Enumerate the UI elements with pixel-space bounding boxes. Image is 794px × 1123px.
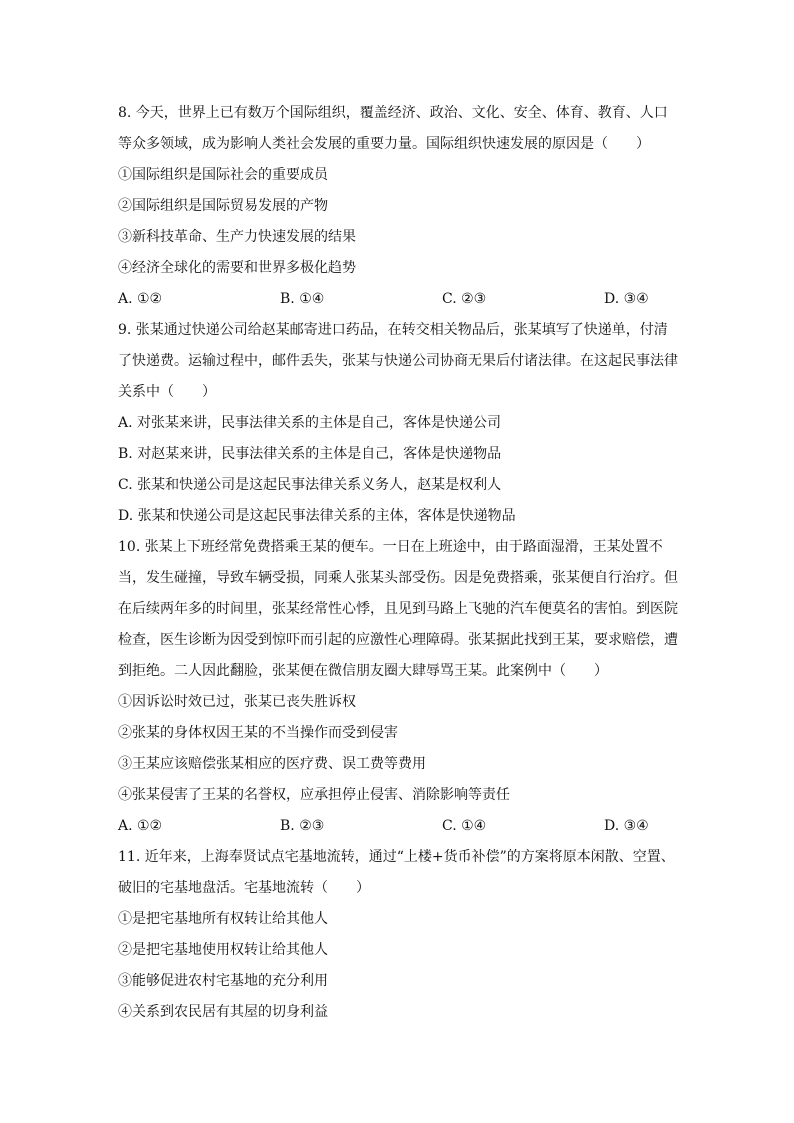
question-11-option-3: ③能够促进农村宅基地的充分利用 — [118, 973, 328, 989]
choice-c: C. ②③ — [442, 291, 487, 307]
choice-b: B. ②③ — [280, 818, 325, 834]
question-10-option-4: ④张某侵害了王某的名誉权，应承担停止侵害、消除影响等责任 — [118, 787, 510, 803]
question-10-option-3: ③王某应该赔偿张某相应的医疗费、误工费等费用 — [118, 756, 426, 772]
choice-a: A. ①② — [118, 818, 163, 834]
question-11-stem: 11. 近年来，上海奉贤试点宅基地流转，通过“上楼+货币补偿”的方案将原本闲散、空置、破旧的宅基地盘活。宅基地流转（ ） — [118, 849, 675, 896]
question-9-stem: 9. 张某通过快递公司给赵某邮寄进口药品，在转交相关物品后，张某填写了快递单，付清了快递费。运输过程中，邮件丢失，张某与快递公司协商无果后付诸法律。在这起民事法律关系中（ ） — [118, 322, 678, 400]
question-10-stem: 10. 张某上下班经常免费搭乘王某的便车。一日在上班途中，由于路面湿滑，王某处置不当，发生碰撞，导致车辆受损，同乘人张某头部受伤。因是免费搭乘，张某便自行治疗。但在后续两年多的时间里，张某经常性心悸，且见到马路上飞驰的汽车便莫名的害怕。到医院检查，医生诊断为因受到惊吓而引起的应激性心理障碍。张某据此找到王某，要求赔偿，遭到拒绝。二人因此翻脸，张某便在微信朋友圈大肆辱骂王某。此案例中（ ） — [118, 539, 678, 679]
document-body — [118, 98, 678, 1028]
question-10-option-2: ②张某的身体权因王某的不当操作而受到侵害 — [118, 725, 398, 741]
question-8-option-2: ②国际组织是国际贸易发展的产物 — [118, 198, 328, 214]
question-11 — [118, 842, 678, 1028]
question-8-option-1: ①国际组织是国际社会的重要成员 — [118, 167, 328, 183]
question-9-option-d: D. 张某和快递公司是这起民事法律关系的主体，客体是快递物品 — [118, 508, 516, 524]
choice-a: A. ①② — [118, 291, 163, 307]
question-9-option-b: B. 对赵某来讲，民事法律关系的主体是自己，客体是快递物品 — [118, 446, 502, 462]
choice-c: C. ①④ — [442, 818, 487, 834]
question-11-option-1: ①是把宅基地所有权转让给其他人 — [118, 911, 328, 927]
question-10-option-1: ①因诉讼时效已过，张某已丧失胜诉权 — [118, 694, 356, 710]
question-8-stem: 8. 今天，世界上已有数万个国际组织，覆盖经济、政治、文化、安全、体育、教育、人口等众多领域，成为影响人类社会发展的重要力量。国际组织快速发展的原因是（ ） — [118, 105, 668, 152]
question-9-option-c: C. 张某和快递公司是这起民事法律关系义务人，赵某是权利人 — [118, 477, 502, 493]
question-9 — [118, 315, 678, 532]
question-8-choices — [118, 284, 678, 315]
question-8-option-3: ③新科技革命、生产力快速发展的结果 — [118, 229, 356, 245]
question-10-choices — [118, 811, 678, 842]
question-11-option-2: ②是把宅基地使用权转让给其他人 — [118, 942, 328, 958]
choice-d: D. ③④ — [604, 291, 649, 307]
choice-b: B. ①④ — [280, 291, 325, 307]
question-8-option-4: ④经济全球化的需要和世界多极化趋势 — [118, 260, 356, 276]
question-8 — [118, 98, 678, 315]
question-10 — [118, 532, 678, 842]
question-11-option-4: ④关系到农民居有其屋的切身利益 — [118, 1004, 328, 1020]
question-9-option-a: A. 对张某来讲，民事法律关系的主体是自己，客体是快递公司 — [118, 415, 502, 431]
choice-d: D. ③④ — [604, 818, 649, 834]
